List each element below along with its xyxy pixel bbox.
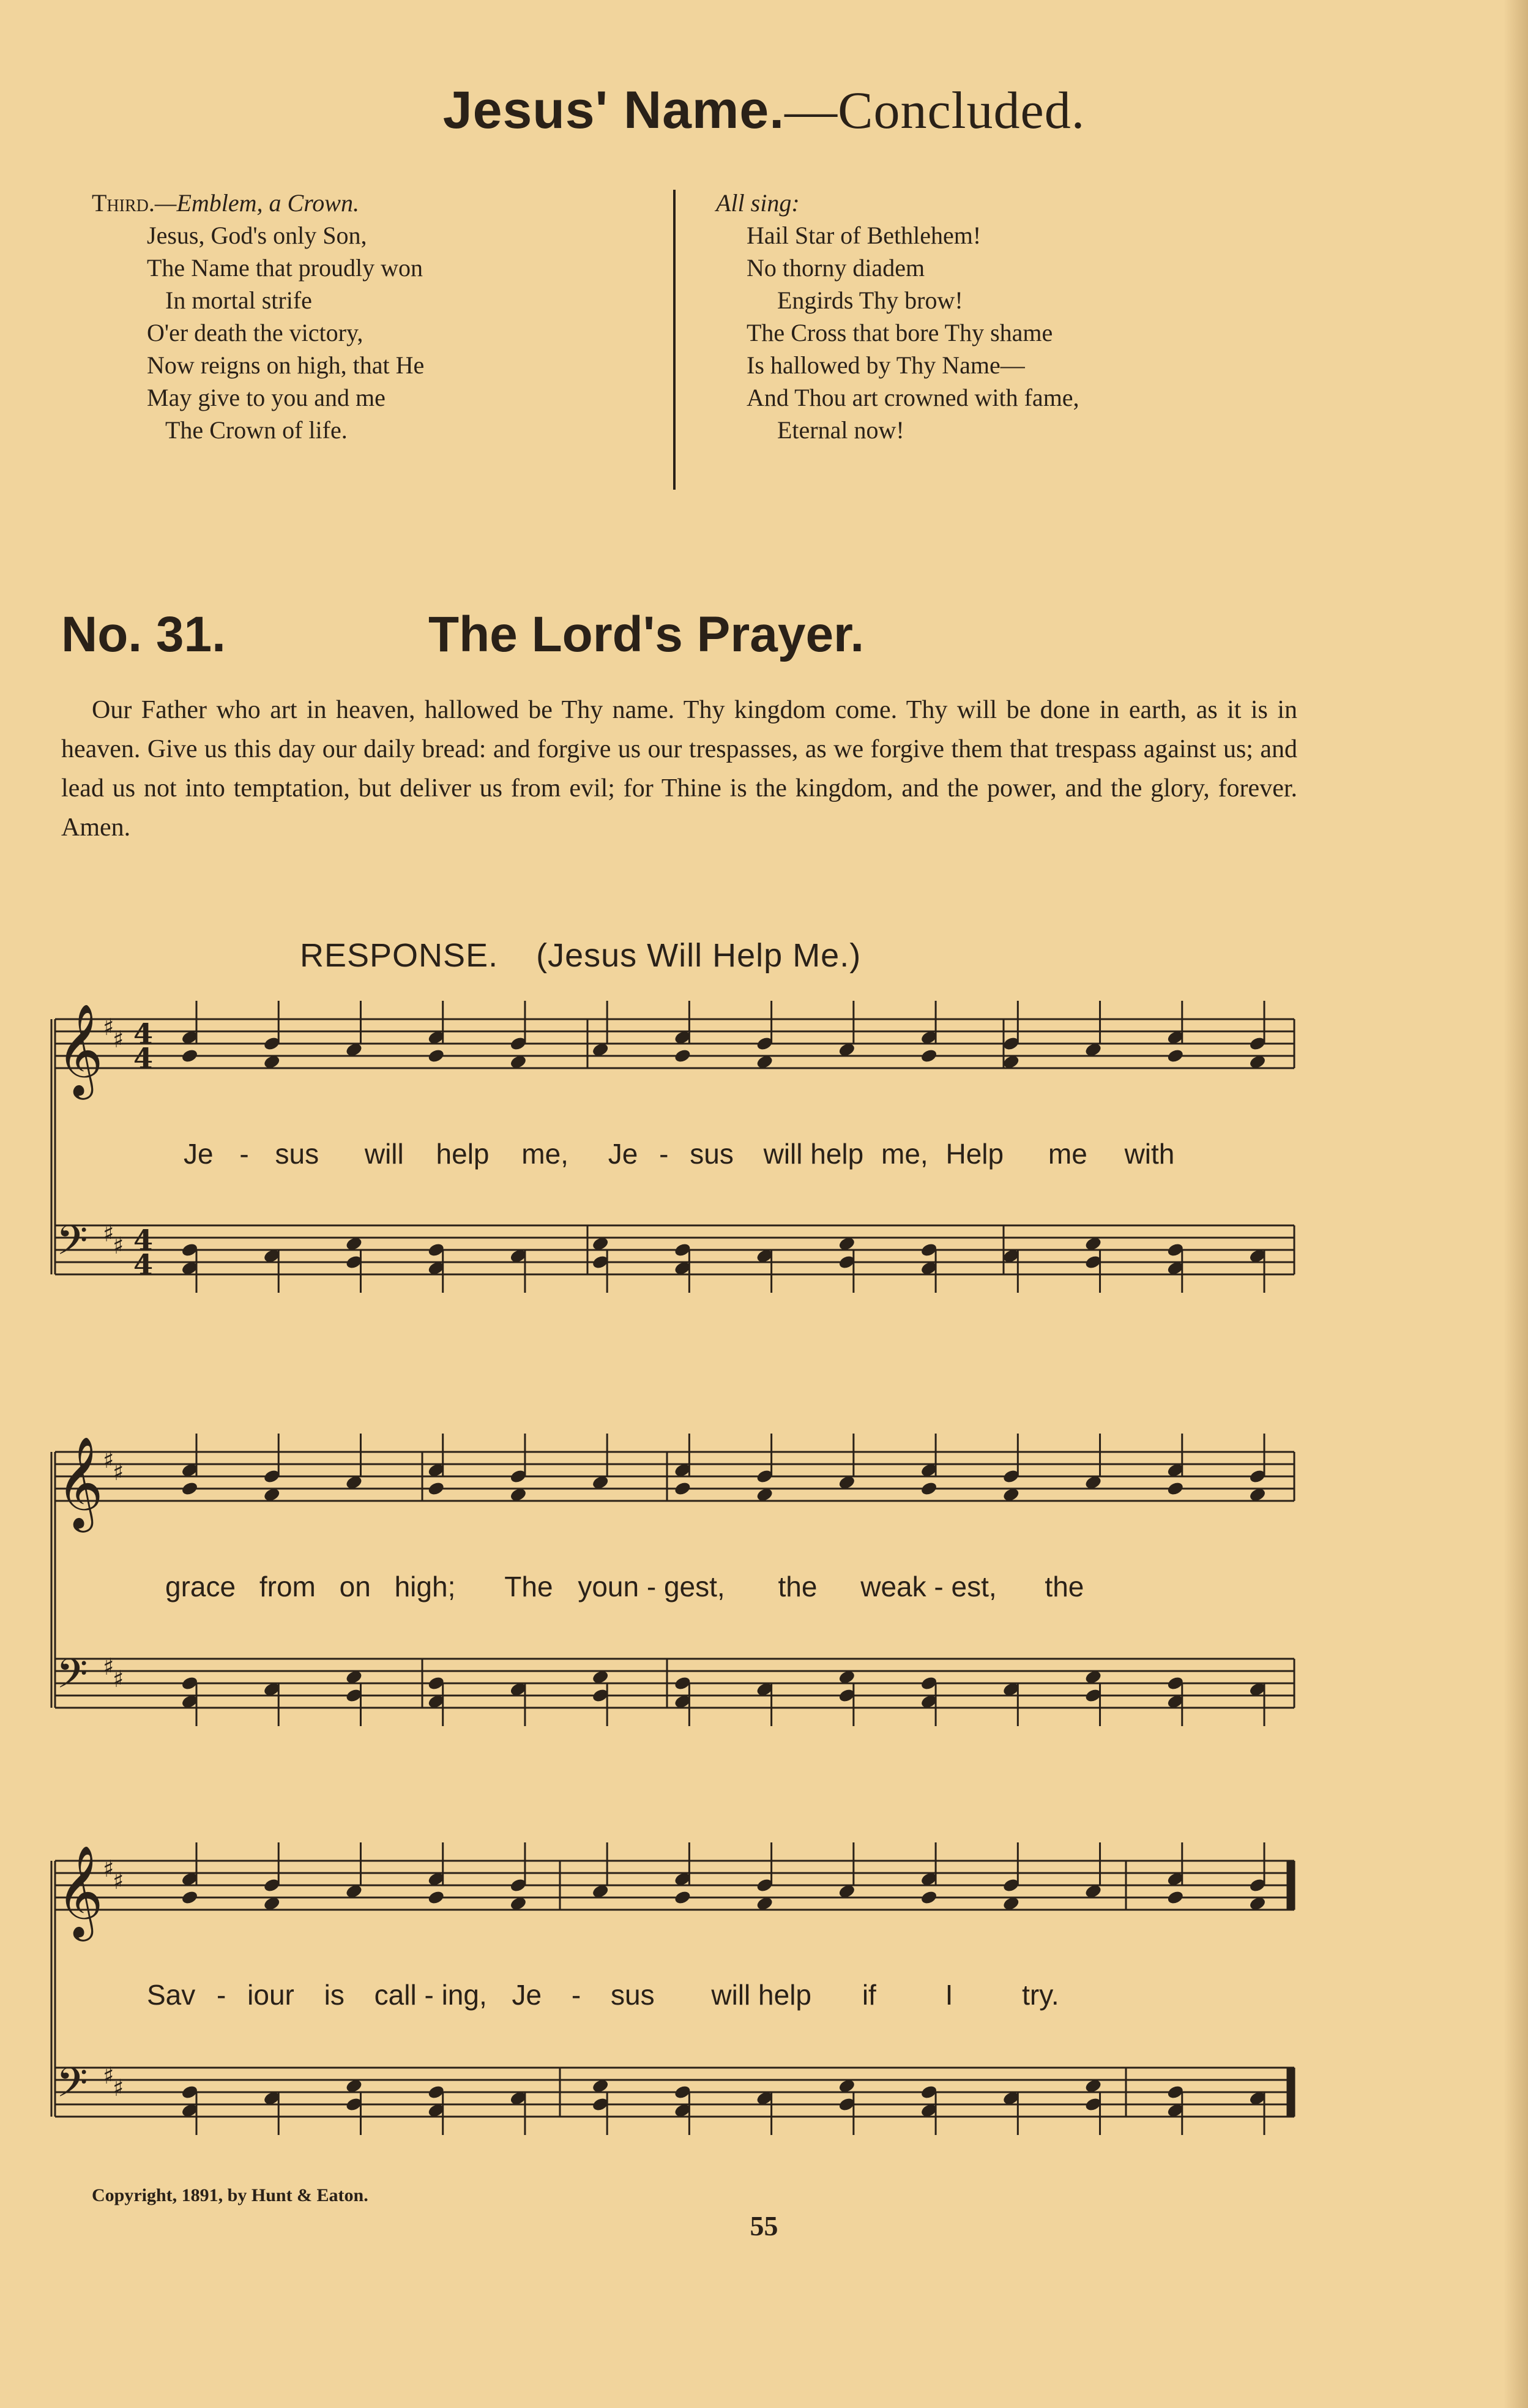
sharp-icon: ♯	[113, 1666, 124, 1692]
lyric: sus	[690, 1138, 734, 1170]
sharp-icon: ♯	[103, 2062, 114, 2089]
prayer-paragraph: Our Father who art in heaven, hallowed be Thy name. Thy kingdom come. Thy will be done in earth, as it is in heaven. Give us this day our daily bread: and forgive us our trespasses, as we forgive them that trespass against us; and lead us not into temptation, but deliver us from evil; for Thine is the kingdom, and the power, and the glory, forever. Amen.	[61, 696, 1297, 842]
lyric: high;	[394, 1571, 456, 1602]
response-label: RESPONSE.	[300, 937, 499, 974]
sharp-icon: ♯	[103, 1014, 114, 1041]
time-signature-bottom: 4	[133, 1248, 154, 1281]
time-signature-bottom: 4	[133, 1042, 154, 1075]
lyric: weak - est,	[860, 1571, 997, 1602]
bass-clef-icon: 𝄢	[56, 2059, 88, 2116]
lyric: The	[504, 1571, 553, 1602]
lyric: youn - gest,	[578, 1571, 725, 1602]
bass-clef-icon: 𝄢	[56, 1217, 88, 1274]
verse-line: Jesus, God's only Son,	[147, 222, 367, 249]
note-head	[1167, 1890, 1185, 1905]
lyric: me,	[521, 1138, 568, 1170]
lyric: sus	[611, 1979, 655, 2011]
lyric: me	[1048, 1138, 1087, 1170]
lyric: on	[339, 1571, 371, 1602]
hymn-number: No. 31.	[61, 607, 226, 662]
lyric: from	[259, 1571, 316, 1602]
treble-clef-icon: 𝄞	[56, 1003, 103, 1096]
note-head	[427, 1481, 445, 1497]
title-main: Jesus' Name.	[442, 81, 785, 140]
lyric: help	[436, 1138, 490, 1170]
lyric: -	[659, 1138, 669, 1170]
lyrics-line-3	[147, 1978, 1059, 2011]
note-head	[920, 1890, 938, 1905]
note-head	[920, 1481, 938, 1497]
lyric: with	[1124, 1138, 1175, 1170]
sharp-icon: ♯	[113, 2074, 124, 2101]
copyright-notice: Copyright, 1891, by Hunt & Eaton.	[92, 2185, 368, 2205]
note-head	[1167, 1049, 1185, 1064]
lyrics-line-2	[165, 1570, 1084, 1603]
verse-third-emblem: —Emblem, a Crown.	[154, 189, 359, 217]
title-suffix: —Concluded.	[784, 81, 1086, 140]
sharp-icon: ♯	[103, 1220, 114, 1247]
lyric: Sav	[147, 1979, 196, 2011]
verse-line: The Name that proudly won	[147, 254, 423, 282]
treble-clef-icon: 𝄞	[56, 1435, 103, 1528]
note-head	[181, 1049, 199, 1064]
lyric: iour	[247, 1979, 294, 2011]
final-bar	[1287, 2068, 1293, 2117]
bass-clef-icon: 𝄢	[56, 1650, 88, 1707]
lyrics-line-1	[184, 1137, 1174, 1170]
hymn-title: The Lord's Prayer.	[428, 607, 865, 662]
note-head	[674, 1049, 691, 1064]
page-number: 55	[750, 2210, 778, 2242]
lyric: I	[945, 1979, 953, 2011]
sharp-icon: ♯	[113, 1026, 124, 1053]
verse-line: The Cross that bore Thy shame	[747, 319, 1053, 346]
lyric: if	[862, 1979, 876, 2011]
note-head	[674, 1890, 691, 1905]
clef-group	[56, 1003, 153, 2116]
lyric: will help	[763, 1138, 864, 1170]
note-head	[920, 1049, 938, 1064]
note-head	[181, 1481, 199, 1497]
verse-line: Hail Star of Bethlehem!	[747, 222, 982, 249]
sharp-icon: ♯	[113, 1868, 124, 1894]
note-head	[674, 1481, 691, 1497]
lyric: call - ing,	[374, 1979, 487, 2011]
lyric: Je	[512, 1979, 542, 2011]
note-group	[181, 1001, 1293, 2135]
lyric: the	[1045, 1571, 1084, 1602]
sharp-icon: ♯	[113, 1459, 124, 1486]
lyric: me,	[881, 1138, 928, 1170]
lyric: sus	[275, 1138, 319, 1170]
lyric: -	[571, 1979, 581, 2011]
lyric: -	[217, 1979, 226, 2011]
verse-line: Eternal now!	[777, 416, 904, 444]
verse-line: Is hallowed by Thy Name—	[747, 351, 1025, 379]
note-head	[181, 1890, 199, 1905]
lyric: will help	[711, 1979, 812, 2011]
lyric: Je	[184, 1138, 214, 1170]
lyric: will	[364, 1138, 404, 1170]
verse-third-label: Third.	[92, 189, 155, 217]
treble-clef-icon: 𝄞	[56, 1844, 103, 1937]
note-head	[1167, 1481, 1185, 1497]
sharp-icon: ♯	[103, 1653, 114, 1680]
time-signature-top: 4	[133, 1017, 154, 1050]
lyric: grace	[165, 1571, 236, 1602]
final-bar	[1287, 1861, 1293, 1910]
lyric: is	[324, 1979, 345, 2011]
verse-line: In mortal strife	[165, 286, 312, 314]
sharp-icon: ♯	[103, 1855, 114, 1882]
verse-line: The Crown of life.	[165, 416, 348, 444]
response-subtitle: (Jesus Will Help Me.)	[536, 937, 862, 974]
sharp-icon: ♯	[113, 1232, 124, 1259]
verse-line: Now reigns on high, that He	[147, 351, 425, 379]
note-head	[427, 1049, 445, 1064]
time-signature-top: 4	[133, 1224, 154, 1257]
verse-line: O'er death the victory,	[147, 319, 363, 346]
verse-line: And Thou art crowned with fame,	[747, 384, 1079, 411]
note-head	[427, 1890, 445, 1905]
sharp-icon: ♯	[103, 1446, 114, 1473]
verse-line: Engirds Thy brow!	[777, 286, 963, 314]
lyric: -	[239, 1138, 249, 1170]
staff-group	[51, 1019, 1294, 2117]
verse-line: May give to you and me	[147, 384, 386, 411]
verse-all-sing-label: All sing:	[716, 189, 800, 217]
lyric: Je	[608, 1138, 638, 1170]
lyric: try.	[1022, 1979, 1059, 2011]
verse-line: No thorny diadem	[747, 254, 925, 282]
lyric: Help	[945, 1138, 1004, 1170]
lyric: the	[778, 1571, 818, 1602]
